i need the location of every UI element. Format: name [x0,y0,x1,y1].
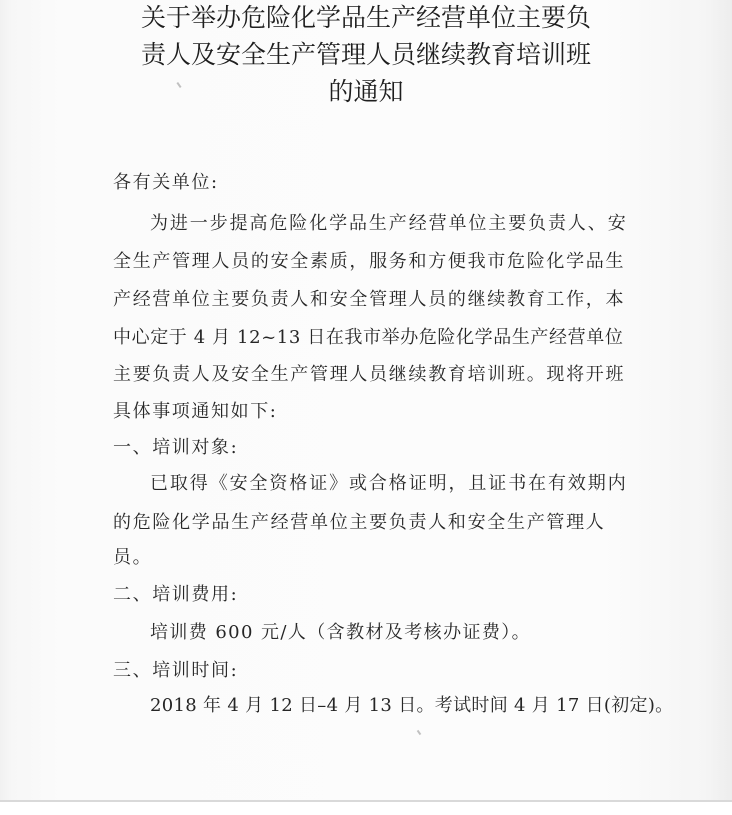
body-line-4: 中心定于 4 月 12~13 日在我市举办危险化学品生产经营单位 [113,327,624,348]
scan-speck [417,730,422,735]
body-line-3: 产经营单位主要负责人和安全管理人员的继续教育工作，本 [113,289,626,310]
body-line-6: 具体事项通知如下: [113,401,278,422]
salutation: 各有关单位: [113,172,219,193]
page-bottom-edge [0,800,732,802]
section-heading-2: 二、培训费用: [113,584,239,605]
section-1-line-3: 员。 [113,547,153,568]
section-1-line-1: 已取得《安全资格证》或合格证明，且证书在有效期内 [150,473,628,494]
section-heading-1: 一、培训对象: [113,437,239,458]
body-line-2: 全生产管理人员的安全素质，服务和方便我市危险化学品生 [113,251,626,272]
section-heading-3: 三、培训时间: [113,660,239,681]
section-1-line-2: 的危险化学品生产经营单位主要负责人和安全生产管理人 [113,512,606,533]
title-line-2: 责人及安全生产管理人员继续教育培训班 [140,40,591,69]
body-line-1: 为进一步提高危险化学品生产经营单位主要负责人、安 [150,213,628,234]
section-2-line-1: 培训费 600 元/人（含教材及考核办证费）。 [150,622,532,643]
body-line-5: 主要负责人及安全生产管理人员继续教育培训班。现将开班 [113,364,626,385]
title-line-1: 关于举办危险化学品生产经营单位主要负 [140,3,591,32]
section-3-line-1: 2018 年 4 月 12 日–4 月 13 日。考试时间 4 月 17 日(初定)。 [150,695,674,716]
title-line-3: 的通知 [328,77,404,106]
